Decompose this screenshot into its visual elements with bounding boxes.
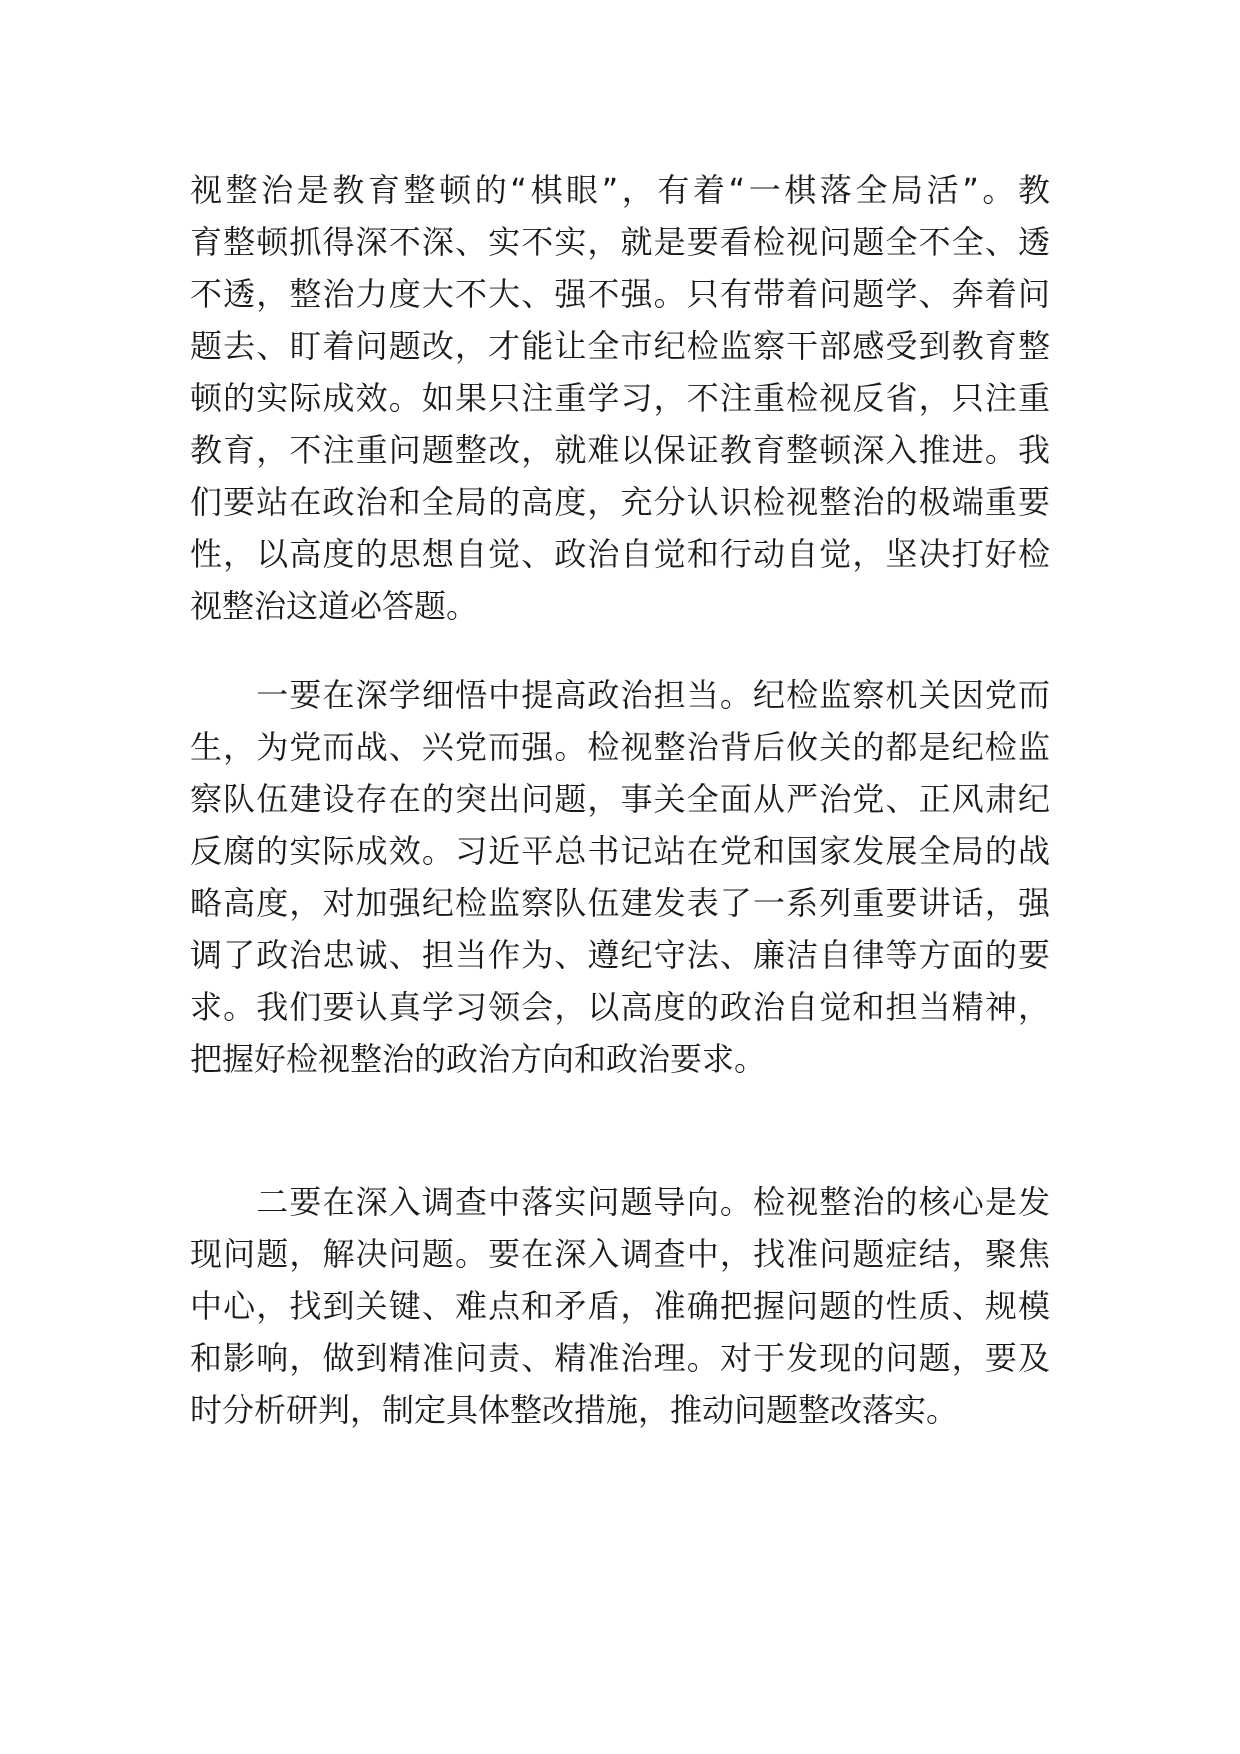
paragraph-line: 们要站在政治和全局的高度，充分认识检视整治的极端重要 — [190, 483, 1050, 521]
paragraph-3 — [190, 1176, 1050, 1436]
paragraph-line: 时分析研判，制定具体整改措施，推动问题整改落实。 — [190, 1391, 959, 1429]
paragraph-line: 育整顿抓得深不深、实不实，就是要看检视问题全不全、透 — [190, 223, 1050, 261]
paragraph-line: 教育，不注重问题整改，就难以保证教育整顿深入推进。我 — [190, 431, 1050, 469]
paragraph-line: 现问题，解决问题。要在深入调查中，找准问题症结，聚焦 — [190, 1235, 1050, 1273]
paragraph-line: 生，为党而战、兴党而强。检视整治背后攸关的都是纪检监 — [190, 728, 1050, 766]
paragraph-line: 反腐的实际成效。习近平总书记站在党和国家发展全局的战 — [190, 832, 1050, 870]
paragraph-2 — [190, 669, 1050, 1085]
paragraph-line: 性，以高度的思想自觉、政治自觉和行动自觉，坚决打好检 — [190, 535, 1050, 573]
paragraph-line: 调了政治忠诚、担当作为、遵纪守法、廉洁自律等方面的要 — [190, 936, 1050, 974]
paragraph-line: 二要在深入调查中落实问题导向。检视整治的核心是发 — [190, 1183, 1050, 1221]
paragraph-line: 题去、盯着问题改，才能让全市纪检监察干部感受到教育整 — [190, 327, 1050, 365]
paragraph-line: 中心，找到关键、难点和矛盾，准确把握问题的性质、规模 — [190, 1287, 1050, 1325]
paragraph-line: 和影响，做到精准问责、精准治理。对于发现的问题，要及 — [190, 1339, 1050, 1377]
paragraph-line: 把握好检视整治的政治方向和政治要求。 — [190, 1040, 767, 1078]
paragraph-line: 视整治是教育整顿的“棋眼”，有着“一棋落全局活”。教 — [190, 171, 1050, 209]
paragraph-line: 不透，整治力度大不大、强不强。只有带着问题学、奔着问 — [190, 275, 1050, 313]
paragraph-line: 略高度，对加强纪检监察队伍建发表了一系列重要讲话，强 — [190, 884, 1050, 922]
paragraph-line: 一要在深学细悟中提高政治担当。纪检监察机关因党而 — [190, 676, 1050, 714]
paragraph-line: 求。我们要认真学习领会，以高度的政治自觉和担当精神， — [190, 988, 1050, 1026]
paragraph-line: 察队伍建设存在的突出问题，事关全面从严治党、正风肃纪 — [190, 780, 1050, 818]
paragraph-1 — [190, 164, 1050, 632]
paragraph-line: 顿的实际成效。如果只注重学习，不注重检视反省，只注重 — [190, 379, 1050, 417]
paragraph-line: 视整治这道必答题。 — [190, 587, 479, 625]
